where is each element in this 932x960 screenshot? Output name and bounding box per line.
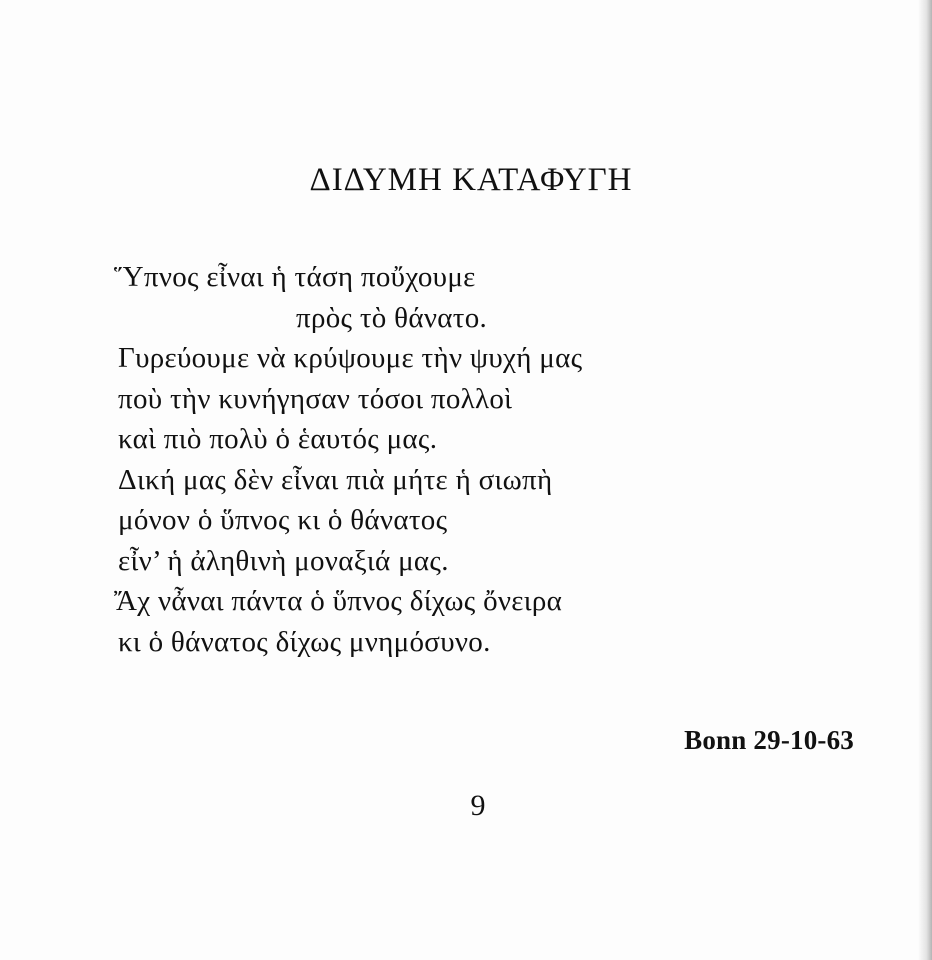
poem-line: Δική μας δὲν εἶναι πιὰ μήτε ἡ σιωπὴ [118, 463, 553, 496]
place-date-signature: Bonn 29-10-63 [684, 725, 854, 755]
poem-line: Γυρεύουμε νὰ κρύψουμε τὴν ψυχή μας [118, 342, 583, 374]
poem-line: Ἄχ νἆναι πάντα ὁ ὕπνος δίχως ὄνειρα [114, 585, 563, 617]
poem-title: ΔΙΔΥΜΗ ΚΑΤΑΦΥΓΗ [309, 162, 633, 198]
poem-line: μόνον ὁ ὕπνος κι ὁ θάνατος [118, 504, 448, 536]
poem-line: εἶν’ ἡ ἀληθινὴ μοναξιά μας. [118, 544, 449, 577]
poem-line: πρὸς τὸ θάνατο. [296, 301, 488, 334]
poem-line: καὶ πιὸ πολὺ ὁ ἑαυτός μας. [118, 423, 438, 455]
page-number: 9 [470, 789, 486, 822]
poem-line: ποὺ τὴν κυνήγησαν τόσοι πολλοὶ [118, 382, 513, 415]
poem-line: κι ὁ θάνατος δίχως μνημόσυνο. [118, 625, 491, 658]
poem-body [114, 257, 738, 662]
poem-line: Ὕπνος εἶναι ἡ τάση ποὔχουμε [114, 261, 476, 293]
